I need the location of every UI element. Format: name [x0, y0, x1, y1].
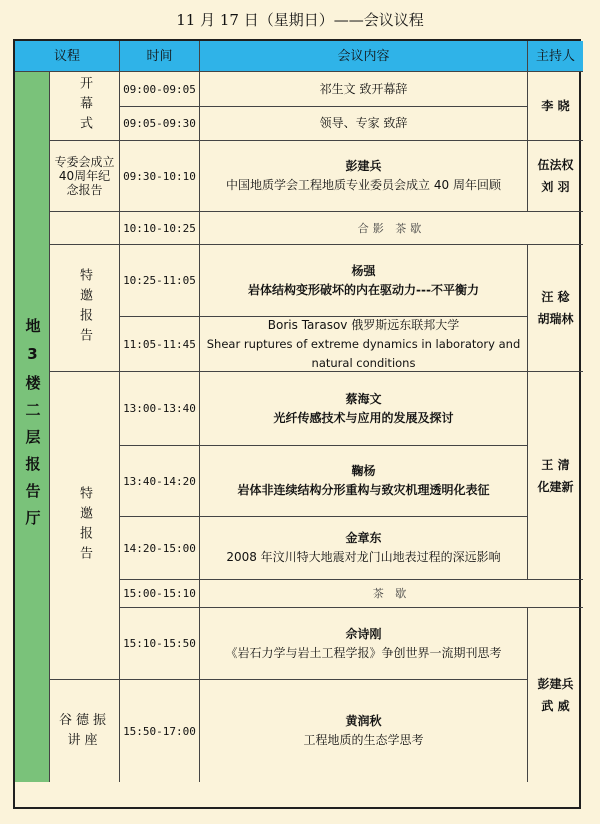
- leader-speech: 领导、专家 致辞: [319, 116, 408, 130]
- time-cell: 15:10-15:50: [120, 608, 200, 680]
- host-cell: [528, 372, 583, 580]
- speaker-name: 蔡海文: [345, 391, 382, 406]
- host-cell: [528, 608, 583, 782]
- content-cell: [200, 72, 528, 107]
- host-name: 武 威: [541, 699, 570, 713]
- host-name: 胡瑞林: [537, 312, 574, 326]
- time-cell: 10:25-11:05: [120, 245, 200, 317]
- speaker-name: 杨强: [351, 263, 376, 278]
- content-cell: [200, 141, 528, 212]
- section-opening: 开幕式: [50, 72, 120, 141]
- header-agenda: 议程: [15, 41, 120, 72]
- content-cell: [200, 107, 528, 141]
- talk-title: Shear ruptures of extreme dynamics in laboratory and natural conditions: [206, 336, 521, 370]
- talk-title: 2008 年汶川特大地震对龙门山地表过程的深远影响: [226, 550, 501, 564]
- content-cell: [200, 680, 528, 782]
- host-cell: [528, 141, 583, 212]
- venue-label: 地3楼二层报告厅: [15, 72, 50, 782]
- time-cell: 09:00-09:05: [120, 72, 200, 107]
- time-cell: 13:00-13:40: [120, 372, 200, 446]
- host-name: 刘 羽: [541, 180, 570, 194]
- content-cell: [200, 317, 528, 372]
- host-name: 化建新: [537, 479, 574, 494]
- section-anniversary: 专委会成立40周年纪念报告: [50, 141, 120, 212]
- time-cell: 13:40-14:20: [120, 446, 200, 517]
- agenda-table: [13, 39, 581, 809]
- time-cell: 09:30-10:10: [120, 141, 200, 212]
- content-cell: [200, 446, 528, 517]
- speaker-name: 佘诗刚: [345, 626, 382, 641]
- content-cell: [200, 608, 528, 680]
- talk-title: 工程地质的生态学思考: [303, 733, 424, 747]
- content-cell: [200, 517, 528, 580]
- speaker-name: 彭建兵: [345, 159, 382, 173]
- talk-title: 中国地质学会工程地质专业委员会成立 40 周年回顾: [226, 178, 501, 192]
- talk-title: 岩体结构变形破坏的内在驱动力---不平衡力: [248, 282, 479, 297]
- opening-speech: 祁生文 致开幕辞: [319, 81, 408, 96]
- time-cell: 14:20-15:00: [120, 517, 200, 580]
- host-name: 李 晓: [541, 99, 570, 113]
- time-cell: 11:05-11:45: [120, 317, 200, 372]
- host-name: 王 清: [541, 457, 570, 472]
- section-invited-1: 特邀报告: [50, 245, 120, 372]
- content-cell: [200, 372, 528, 446]
- host-name: 汪 稔: [541, 290, 570, 304]
- photo-tea-break: 合影 茶歇: [200, 212, 583, 245]
- time-cell: 09:05-09:30: [120, 107, 200, 141]
- section-gu-lecture: 谷德振讲座: [50, 680, 120, 782]
- header-time: 时间: [120, 41, 200, 72]
- speaker-name: 鞠杨: [351, 464, 376, 478]
- time-cell: 10:10-10:25: [120, 212, 200, 245]
- speaker-name: Boris Tarasov 俄罗斯远东联邦大学: [267, 317, 460, 332]
- time-cell: 15:00-15:10: [120, 580, 200, 608]
- header-host: 主持人: [528, 41, 583, 72]
- section-empty: [50, 212, 120, 245]
- host-name: 彭建兵: [537, 677, 574, 691]
- host-name: 伍法权: [537, 158, 574, 172]
- host-cell: [528, 72, 583, 141]
- time-cell: 15:50-17:00: [120, 680, 200, 782]
- section-invited-2: 特邀报告: [50, 372, 120, 680]
- tea-break: 茶 歇: [200, 580, 583, 608]
- talk-title: 岩体非连续结构分形重构与致灾机理透明化表征: [237, 483, 490, 497]
- header-content: 会议内容: [200, 41, 528, 72]
- speaker-name: 金章东: [345, 531, 382, 545]
- talk-title: 光纤传感技术与应用的发展及探讨: [273, 410, 454, 425]
- content-cell: [200, 245, 528, 317]
- talk-title: 《岩石力学与岩土工程学报》争创世界一流期刊思考: [225, 645, 502, 660]
- speaker-name: 黄润秋: [345, 714, 382, 728]
- page-title: 11 月 17 日（星期日）——会议议程: [176, 11, 424, 29]
- host-cell: [528, 245, 583, 372]
